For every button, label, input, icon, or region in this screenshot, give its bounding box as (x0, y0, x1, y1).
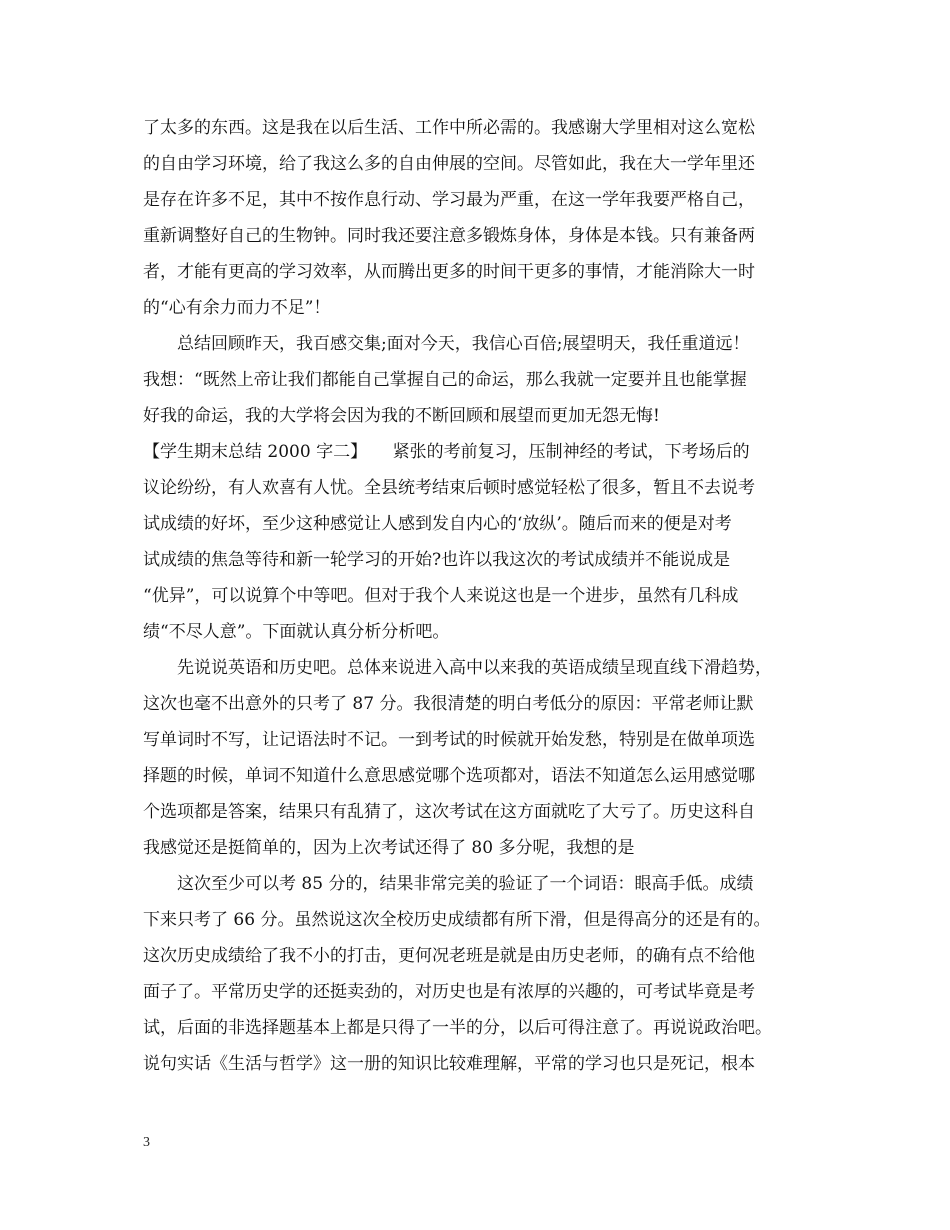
text-line: “优异”，可以说算个中等吧。但对于我个人来说这也是一个进步，虽然有几科成 (143, 586, 739, 606)
text-line: 的“心有余力而力不足”！ (143, 298, 331, 318)
page-number: 3 (143, 1135, 150, 1150)
text-line: 试成绩的好坏，至少这种感觉让人感到发自内心的‘放纵’。随后而来的便是对考 (143, 514, 732, 534)
text-line: 的自由学习环境，给了我这么多的自由伸展的空间。尽管如此，我在大一学年里还 (143, 154, 755, 174)
text-line: 重新调整好自己的生物钟。同时我还要注意多锻炼身体，身体是本钱。只有兼备两 (143, 226, 755, 246)
text-line: 说句实话《生活与哲学》这一册的知识比较难理解，平常的学习也只是死记，根本 (143, 1054, 755, 1074)
text-line: 好我的命运，我的大学将会因为我的不断回顾和展望而更加无怨无悔! (143, 406, 660, 426)
text-line: 者，才能有更高的学习效率，从而腾出更多的时间干更多的事情，才能消除大一时 (143, 262, 755, 282)
text-line: 这次也毫不出意外的只考了 87 分。我很清楚的明白考低分的原因：平常老师让默 (143, 694, 754, 714)
text-line: 试，后面的非选择题基本上都是只得了一半的分，以后可得注意了。再说说政治吧。 (143, 1018, 772, 1038)
text-line: 了太多的东西。这是我在以后生活、工作中所必需的。我感谢大学里相对这么宽松 (143, 118, 755, 138)
text-line: 这次历史成绩给了我不小的打击，更何况老班是就是由历史老师，的确有点不给他 (143, 946, 755, 966)
text-line: 择题的时候，单词不知道什么意思感觉哪个选项都对，语法不知道怎么运用感觉哪 (143, 766, 755, 786)
paragraph-first-line: 总结回顾昨天，我百感交集;面对今天，我信心百倍;展望明天，我任重道远！ (177, 334, 750, 354)
text-line: 绩“不尽人意”。下面就认真分析分析吧。 (143, 622, 450, 642)
text-line: 我感觉还是挺简单的，因为上次考试还得了 80 多分呢，我想的是 (143, 838, 635, 858)
paragraph-first-line: 先说说英语和历史吧。总体来说进入高中以来我的英语成绩呈现直线下滑趋势， (177, 658, 772, 678)
text-line: 是存在许多不足，其中不按作息行动、学习最为严重，在这一学年我要严格自己， (143, 190, 755, 210)
section-heading-line: 【学生期末总结 2000 字二】 紧张的考前复习，压制神经的考试，下考场后的 (143, 442, 750, 462)
text-line: 写单词时不写，让记语法时不记。一到考试的时候就开始发愁，特别是在做单项选 (143, 730, 755, 750)
paragraph-first-line: 这次至少可以考 85 分的，结果非常完美的验证了一个词语：眼高手低。成绩 (177, 874, 754, 894)
text-line: 面子了。平常历史学的还挺卖劲的，对历史也是有浓厚的兴趣的，可考试毕竟是考 (143, 982, 755, 1002)
text-line: 下来只考了 66 分。虽然说这次全校历史成绩都有所下滑，但是得高分的还是有的。 (143, 910, 771, 930)
text-line: 个选项都是答案，结果只有乱猜了，这次考试在这方面就吃了大亏了。历史这科自 (143, 802, 755, 822)
text-line: 试成绩的焦急等待和新一轮学习的开始?也许以我这次的考试成绩并不能说成是 (143, 550, 731, 570)
text-line: 我想：“既然上帝让我们都能自己掌握自己的命运，那么我就一定要并且也能掌握 (143, 370, 747, 390)
text-line: 议论纷纷，有人欢喜有人忧。全县统考结束后顿时感觉轻松了很多，暂且不去说考 (143, 478, 755, 498)
